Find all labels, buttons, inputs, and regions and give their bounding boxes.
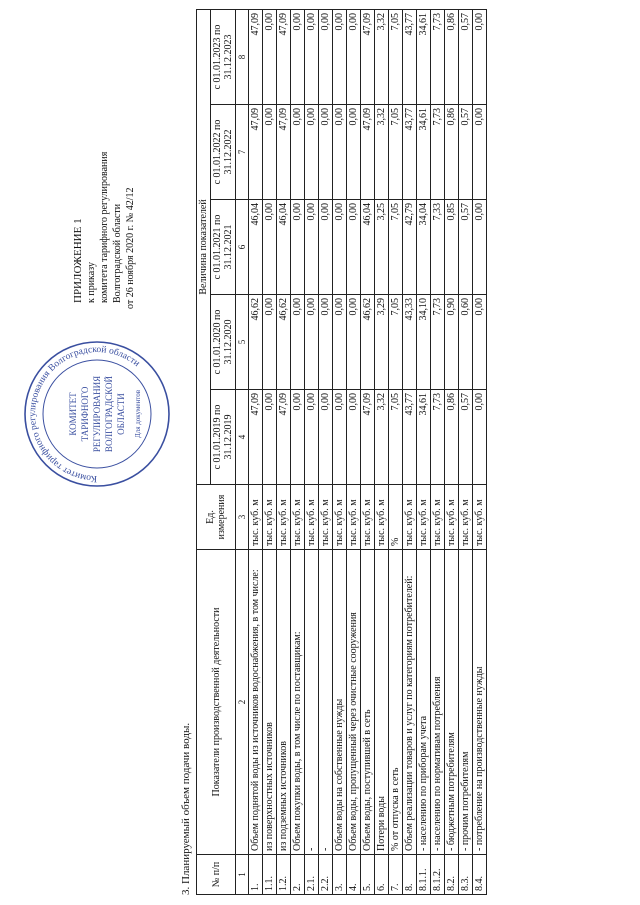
row-number: 7. (389, 855, 403, 895)
table-row (375, 10, 389, 895)
row-indicator: из подземных источников (277, 550, 291, 855)
row-value: 46,04 (277, 200, 291, 295)
header-cell-period: с 01.01.2020 по 31.12.2020 (211, 295, 236, 390)
row-unit: тыс. куб. м (459, 485, 473, 550)
section-title: 3. Планируемый объем подачи воды. (180, 722, 192, 895)
row-unit: тыс. куб. м (305, 485, 319, 550)
row-value: 34,04 (417, 200, 431, 295)
row-value: 0,00 (473, 200, 487, 295)
row-number: 8.4. (473, 855, 487, 895)
row-indicator: Объем воды на собственные нужды (333, 550, 347, 855)
row-indicator: % от отпуска в сеть (389, 550, 403, 855)
header-cell-group: Величина показателей (197, 10, 211, 485)
row-value: 3,25 (375, 200, 389, 295)
row-value: 7,05 (389, 295, 403, 390)
row-indicator: Потери воды (375, 550, 389, 855)
row-unit: тыс. куб. м (263, 485, 277, 550)
row-value: 43,77 (403, 390, 417, 485)
appendix-line: Волгоградской области (112, 203, 123, 303)
row-value: 0,00 (333, 10, 347, 105)
row-value: 0,60 (459, 295, 473, 390)
appendix-title: ПРИЛОЖЕНИЕ 1 (72, 218, 84, 303)
table-row (347, 10, 361, 895)
table-row (333, 10, 347, 895)
row-value: 0,00 (333, 105, 347, 200)
row-value: 0,00 (263, 390, 277, 485)
header-cell-period: с 01.01.2023 по 31.12.2023 (211, 10, 236, 105)
row-value: 0,00 (473, 390, 487, 485)
official-seal (22, 339, 172, 489)
table-row (319, 10, 333, 895)
row-value: 34,61 (417, 10, 431, 105)
header-cell-period: с 01.01.2019 по 31.12.2019 (211, 390, 236, 485)
table-row (277, 10, 291, 895)
row-value: 46,62 (277, 295, 291, 390)
row-unit: % (389, 485, 403, 550)
column-number: 4 (236, 390, 249, 485)
row-number: 1.2. (277, 855, 291, 895)
row-unit: тыс. куб. м (347, 485, 361, 550)
row-value: 0,00 (347, 200, 361, 295)
row-value: 0,00 (473, 10, 487, 105)
row-value: 0,00 (291, 295, 305, 390)
row-indicator: Объем воды, пропущенный через очистные сооружения (347, 550, 361, 855)
row-value: 0,00 (473, 295, 487, 390)
appendix-line: комитета тарифного регулирования (99, 151, 110, 303)
seal-text: РЕГУЛИРОВАНИЯ (92, 375, 102, 453)
row-value: 7,73 (431, 390, 445, 485)
row-value: 43,33 (403, 295, 417, 390)
row-value: 0,00 (291, 390, 305, 485)
row-unit: тыс. куб. м (319, 485, 333, 550)
column-number: 8 (236, 10, 249, 105)
row-value: 0,00 (319, 10, 333, 105)
row-value: 34,10 (417, 295, 431, 390)
row-indicator: Объем поднятой воды из источников водоснабжения, в том числе: (249, 550, 263, 855)
row-unit: тыс. куб. м (291, 485, 305, 550)
row-indicator: Объем реализации товаров и услуг по категориям потребителей: (403, 550, 417, 855)
row-value: 42,79 (403, 200, 417, 295)
table-row (249, 10, 263, 895)
appendix-date-line: от 26 ноября 2020 г. № 42/12 (125, 187, 136, 309)
column-number: 5 (236, 295, 249, 390)
row-value: 0,00 (291, 105, 305, 200)
row-value: 7,05 (389, 105, 403, 200)
row-number: 8.1.1. (417, 855, 431, 895)
row-value: 0,57 (459, 200, 473, 295)
column-number: 6 (236, 200, 249, 295)
row-value: 7,33 (431, 200, 445, 295)
column-number: 2 (236, 550, 249, 855)
column-number: 1 (236, 855, 249, 895)
row-value: 47,09 (249, 10, 263, 105)
row-number: 8.1.2. (431, 855, 445, 895)
row-value: 3,32 (375, 10, 389, 105)
row-number: 1.1. (263, 855, 277, 895)
row-value: 0,00 (263, 295, 277, 390)
table-row (445, 10, 459, 895)
row-indicator: Объем воды, поступившей в сеть (361, 550, 375, 855)
row-value: 0,00 (473, 105, 487, 200)
table-row (431, 10, 445, 895)
seal-text: КОМИТЕТ (68, 392, 78, 436)
row-number: 3. (333, 855, 347, 895)
row-value: 7,73 (431, 10, 445, 105)
row-value: 0,85 (445, 200, 459, 295)
row-value: 7,73 (431, 105, 445, 200)
row-value: 0,00 (319, 295, 333, 390)
row-number: 4. (347, 855, 361, 895)
row-unit: тыс. куб. м (403, 485, 417, 550)
row-value: 47,09 (361, 390, 375, 485)
row-value: 0,00 (347, 10, 361, 105)
row-value: 0,57 (459, 10, 473, 105)
row-value: 0,00 (263, 105, 277, 200)
table-body (249, 10, 487, 895)
table-row (291, 10, 305, 895)
table-row (361, 10, 375, 895)
row-unit: тыс. куб. м (473, 485, 487, 550)
row-value: 34,61 (417, 105, 431, 200)
row-value: 0,00 (263, 200, 277, 295)
row-value: 0,00 (291, 200, 305, 295)
seal-text: ВОЛГОГРАДСКОЙ (104, 375, 114, 453)
row-number: 6. (375, 855, 389, 895)
row-number: 8. (403, 855, 417, 895)
row-value: 46,04 (361, 200, 375, 295)
row-value: 47,09 (249, 390, 263, 485)
row-value: 7,73 (431, 295, 445, 390)
row-value: 3,32 (375, 390, 389, 485)
seal-text: ТАРИФНОГО (80, 386, 90, 442)
row-number: 2.1. (305, 855, 319, 895)
row-value: 0,57 (459, 105, 473, 200)
table-row (305, 10, 319, 895)
row-value: 3,29 (375, 295, 389, 390)
seal-text: ОБЛАСТИ (116, 393, 126, 435)
header-cell-unit: Ед. измерения (197, 485, 236, 550)
row-unit: тыс. куб. м (417, 485, 431, 550)
row-value: 7,05 (389, 390, 403, 485)
row-unit: тыс. куб. м (375, 485, 389, 550)
row-indicator: Объем покупки воды, в том числе по поставщикам: (291, 550, 305, 855)
row-unit: тыс. куб. м (431, 485, 445, 550)
row-value: 0,00 (347, 295, 361, 390)
appendix-line: к приказу (86, 262, 97, 303)
row-value: 47,09 (361, 105, 375, 200)
row-value: 0,00 (263, 10, 277, 105)
row-value: 0,00 (347, 105, 361, 200)
row-number: 5. (361, 855, 375, 895)
table-row (263, 10, 277, 895)
row-value: 47,09 (277, 390, 291, 485)
row-unit: тыс. куб. м (277, 485, 291, 550)
row-value: 47,09 (277, 105, 291, 200)
row-value: 0,00 (319, 390, 333, 485)
row-value: 0,00 (319, 200, 333, 295)
row-number: 1. (249, 855, 263, 895)
row-value: 0,90 (445, 295, 459, 390)
header-cell-num: № п/п (197, 855, 236, 895)
row-value: 0,00 (305, 10, 319, 105)
row-indicator: - (305, 550, 319, 855)
row-unit: тыс. куб. м (333, 485, 347, 550)
row-unit: тыс. куб. м (445, 485, 459, 550)
table-row (473, 10, 487, 895)
row-value: 0,86 (445, 10, 459, 105)
row-value: 0,00 (305, 105, 319, 200)
row-value: 0,00 (319, 105, 333, 200)
row-indicator: - населению по нормативам потребления (431, 550, 445, 855)
row-value: 47,09 (249, 105, 263, 200)
row-indicator: - бюджетным потребителям (445, 550, 459, 855)
row-unit: тыс. куб. м (249, 485, 263, 550)
table-row (403, 10, 417, 895)
row-number: 8.2. (445, 855, 459, 895)
row-value: 0,00 (347, 390, 361, 485)
row-value: 0,57 (459, 390, 473, 485)
row-value: 0,00 (333, 390, 347, 485)
seal-ring-text: Комитет тарифного регулирования Волгоградской области (27, 344, 142, 484)
row-value: 7,05 (389, 10, 403, 105)
row-value: 0,86 (445, 390, 459, 485)
row-value: 43,77 (403, 10, 417, 105)
water-supply-table (196, 9, 487, 895)
row-value: 46,04 (249, 200, 263, 295)
table-row (459, 10, 473, 895)
row-number: 8.3. (459, 855, 473, 895)
row-value: 7,05 (389, 200, 403, 295)
row-value: 43,77 (403, 105, 417, 200)
row-value: 0,00 (305, 390, 319, 485)
row-indicator: - населению по приборам учета (417, 550, 431, 855)
table-row (417, 10, 431, 895)
row-value: 46,62 (361, 295, 375, 390)
row-indicator: - прочим потребителям (459, 550, 473, 855)
row-value: 0,00 (305, 200, 319, 295)
row-indicator: - потребление на производственные нужды (473, 550, 487, 855)
row-number: 2. (291, 855, 305, 895)
row-value: 0,00 (333, 200, 347, 295)
row-value: 0,00 (333, 295, 347, 390)
row-unit: тыс. куб. м (361, 485, 375, 550)
row-value: 0,00 (305, 295, 319, 390)
row-indicator: - (319, 550, 333, 855)
column-number: 7 (236, 105, 249, 200)
row-indicator: из поверхностных источников (263, 550, 277, 855)
header-cell-period: с 01.01.2021 по 31.12.2021 (211, 200, 236, 295)
column-number: 3 (236, 485, 249, 550)
row-number: 2.2. (319, 855, 333, 895)
row-value: 0,00 (291, 10, 305, 105)
header-cell-indicator: Показатели производственной деятельности (197, 550, 236, 855)
seal-bottom-text: Для документов (134, 389, 142, 439)
row-value: 0,86 (445, 105, 459, 200)
appendix-header (72, 49, 137, 309)
row-value: 34,61 (417, 390, 431, 485)
row-value: 47,09 (277, 10, 291, 105)
table-row (389, 10, 403, 895)
row-value: 46,62 (249, 295, 263, 390)
row-value: 47,09 (361, 10, 375, 105)
row-value: 3,32 (375, 105, 389, 200)
header-cell-period: с 01.01.2022 по 31.12.2022 (211, 105, 236, 200)
